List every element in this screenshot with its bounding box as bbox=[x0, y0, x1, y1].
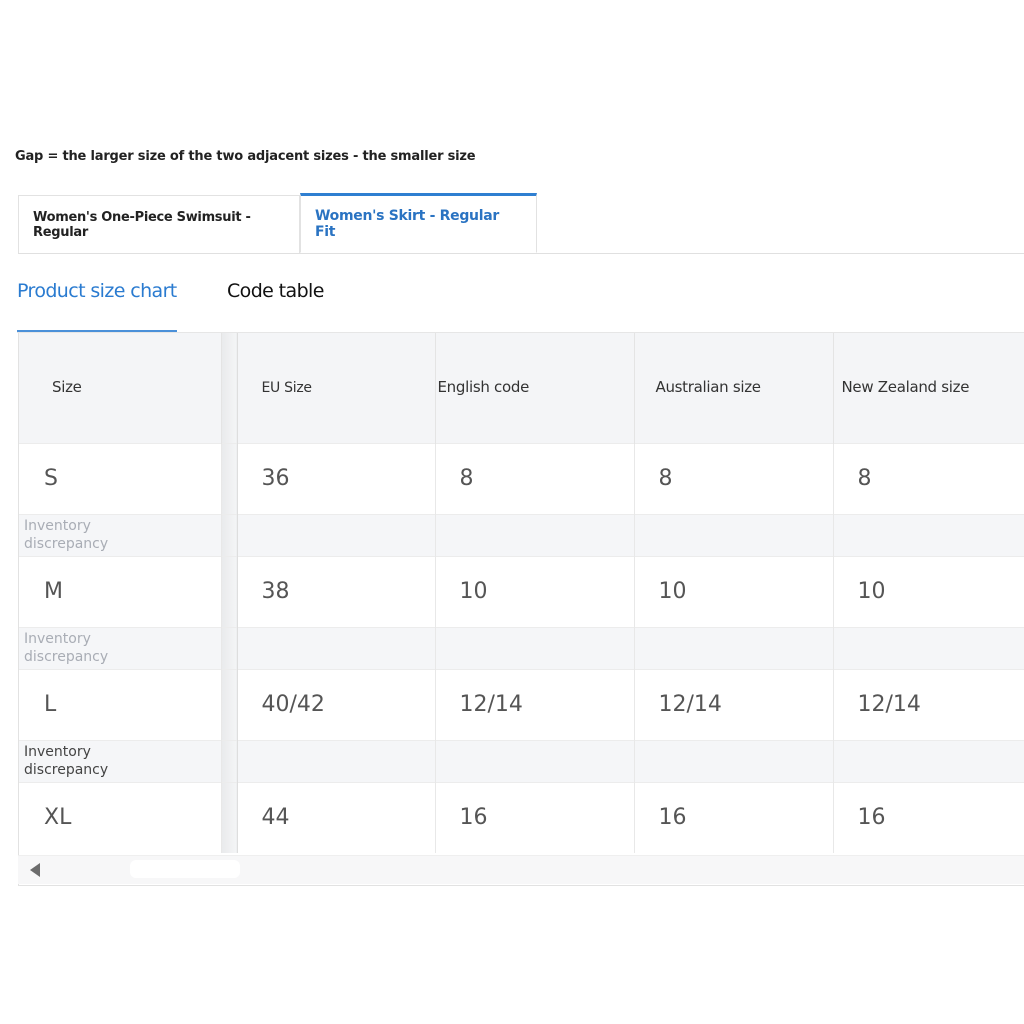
gap-cell bbox=[435, 740, 634, 782]
frozen-column-divider bbox=[221, 740, 237, 782]
frozen-column-divider bbox=[221, 556, 237, 627]
gap-row bbox=[19, 740, 1024, 782]
cell-australian-size: 10 bbox=[634, 556, 833, 627]
gap-label: Inventory discrepancy bbox=[19, 627, 221, 669]
frozen-column-divider bbox=[221, 627, 237, 669]
cell-new-zealand-size: 10 bbox=[833, 556, 1024, 627]
gap-cell bbox=[833, 627, 1024, 669]
size-table-container[interactable] bbox=[18, 333, 1024, 886]
cell-size: M bbox=[19, 556, 221, 627]
gap-cell bbox=[237, 514, 435, 556]
frozen-column-divider bbox=[221, 333, 237, 443]
gap-cell bbox=[237, 627, 435, 669]
gap-cell bbox=[237, 740, 435, 782]
cell-size: L bbox=[19, 669, 221, 740]
chart-tabs bbox=[17, 270, 1024, 332]
cell-english-code: 16 bbox=[435, 782, 634, 853]
cell-size: S bbox=[19, 443, 221, 514]
scrollbar-thumb[interactable] bbox=[130, 860, 240, 878]
table-row bbox=[19, 443, 1024, 514]
gap-cell bbox=[833, 740, 1024, 782]
header-eu-size: EU Size bbox=[237, 333, 435, 443]
cell-australian-size: 16 bbox=[634, 782, 833, 853]
frozen-column-divider bbox=[221, 782, 237, 853]
gap-cell bbox=[435, 514, 634, 556]
gap-cell bbox=[435, 627, 634, 669]
gap-cell bbox=[833, 514, 1024, 556]
gap-row bbox=[19, 514, 1024, 556]
cell-new-zealand-size: 8 bbox=[833, 443, 1024, 514]
frozen-column-divider bbox=[221, 669, 237, 740]
cell-size: XL bbox=[19, 782, 221, 853]
tab-womens-skirt[interactable]: Women's Skirt - Regular Fit bbox=[300, 193, 537, 253]
cell-new-zealand-size: 12/14 bbox=[833, 669, 1024, 740]
tab-womens-one-piece-swimsuit[interactable]: Women's One-Piece Swimsuit - Regular bbox=[18, 195, 300, 253]
size-table bbox=[19, 333, 1024, 853]
header-australian-size: Australian size bbox=[634, 333, 833, 443]
cell-english-code: 8 bbox=[435, 443, 634, 514]
tab-product-size-chart[interactable]: Product size chart bbox=[17, 280, 177, 302]
triangle-left-icon[interactable] bbox=[30, 863, 40, 877]
table-header-row bbox=[19, 333, 1024, 443]
cell-australian-size: 12/14 bbox=[634, 669, 833, 740]
table-row bbox=[19, 669, 1024, 740]
gap-note: Gap = the larger size of the two adjacent sizes - the smaller size bbox=[15, 149, 476, 164]
gap-row bbox=[19, 627, 1024, 669]
cell-australian-size: 8 bbox=[634, 443, 833, 514]
gap-label: Inventory discrepancy bbox=[19, 740, 221, 782]
cell-eu-size: 36 bbox=[237, 443, 435, 514]
cell-english-code: 12/14 bbox=[435, 669, 634, 740]
tab-code-table[interactable]: Code table bbox=[227, 280, 324, 302]
gap-cell bbox=[634, 627, 833, 669]
frozen-column-divider bbox=[221, 514, 237, 556]
cell-eu-size: 44 bbox=[237, 782, 435, 853]
horizontal-scrollbar[interactable] bbox=[18, 855, 1024, 884]
gap-cell bbox=[634, 740, 833, 782]
header-english-code: English code bbox=[435, 333, 634, 443]
product-tabs bbox=[18, 193, 1024, 254]
table-row bbox=[19, 556, 1024, 627]
gap-label: Inventory discrepancy bbox=[19, 514, 221, 556]
cell-english-code: 10 bbox=[435, 556, 634, 627]
cell-eu-size: 40/42 bbox=[237, 669, 435, 740]
table-row bbox=[19, 782, 1024, 853]
header-new-zealand-size: New Zealand size bbox=[833, 333, 1024, 443]
header-size: Size bbox=[19, 333, 221, 443]
frozen-column-divider bbox=[221, 443, 237, 514]
cell-eu-size: 38 bbox=[237, 556, 435, 627]
cell-new-zealand-size: 16 bbox=[833, 782, 1024, 853]
gap-cell bbox=[634, 514, 833, 556]
